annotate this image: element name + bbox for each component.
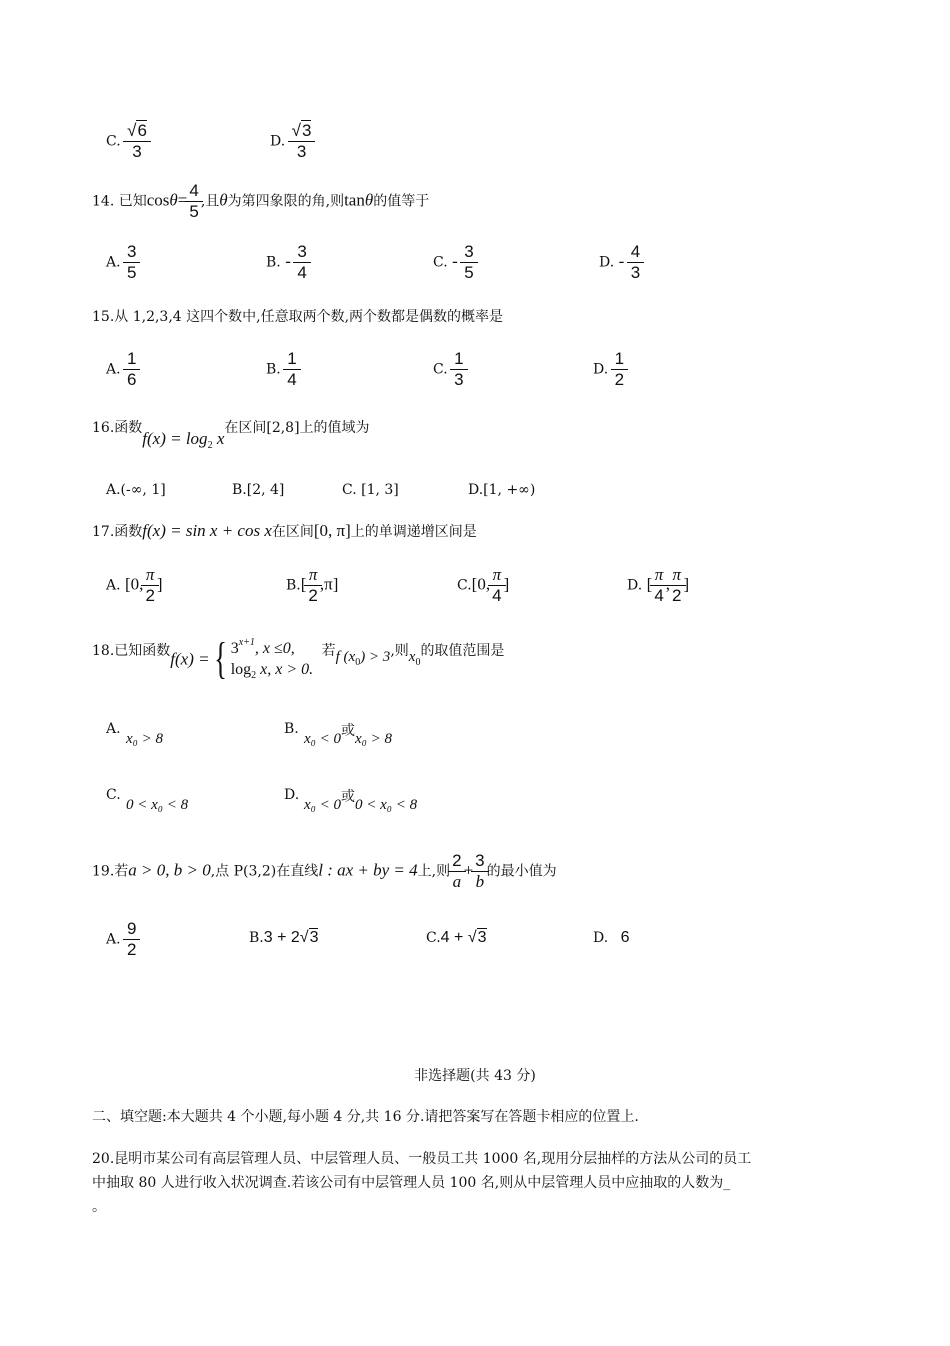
q14-option-b: B. - $\frac{3}{4}$: [266, 243, 309, 282]
q15-option-d: D. $\frac{1}{2}$: [593, 350, 626, 389]
q16-option-a: A.(-∞, 1]: [106, 482, 166, 498]
q14-option-d: D. - $\frac{4}{3}$: [599, 243, 642, 282]
q18-option-c-expr: 0 < x₀ < 8: [126, 797, 189, 813]
q16-option-c: C. [1, 3]: [342, 482, 399, 498]
q17-option-a: A. [0, $\frac{\pi}{2}$ ]: [106, 565, 163, 605]
q14-option-c: C. - $\frac{3}{5}$: [433, 243, 476, 282]
q17-formula: f(x) = sin x + cos x: [142, 521, 272, 540]
q14-option-a: A. $\frac{3}{5}$: [106, 243, 138, 282]
q15-option-b: B. $\frac{1}{4}$: [266, 350, 299, 389]
part2-instruction: 二、填空题:本大题共 4 个小题,每小题 4 分,共 16 分.请把答案写在答题卡相应的位置上.: [92, 1109, 639, 1125]
section-title: 非选择题(共 43 分): [414, 1068, 536, 1084]
question-19: 19.若a > 0, b > 0,点 P(3,2)在直线l : ax + by = 4上,则 $\frac{2}{a}$ + $\frac{3}{b}$ 的最小值为: [92, 851, 557, 891]
q18-option-d-expr: x₀ < 0或0 < x₀ < 8: [304, 789, 418, 813]
q17-option-d: D. [ $\frac{\pi}{4}$ , $\frac{\pi}{2}$ ]: [627, 565, 690, 605]
question-14: 14. 已知cosθ= $\frac{4}{5}$ ,且θ为第四象限的角,则tanθ的值等于: [92, 181, 430, 221]
question-18: 18.已知函数f(x) ={ $3^{x+1}$, x ≤0, $\log_2 x$, x > 0. 若f $(x_0) > 3$,则$x_0$的取值范围是: [92, 633, 505, 683]
q13-option-c-fraction: $\frac{√6}{3}$: [125, 122, 149, 161]
q19-option-b: B.3 + 2√3: [249, 929, 319, 946]
q13-option-d-fraction: $\frac{√3}{3}$: [290, 122, 314, 161]
q18-option-b-expr: x₀ < 0或x₀ > 8: [304, 723, 392, 747]
q19-option-d: D. 6: [593, 929, 630, 946]
q13-option-d: D. $\frac{√3}{3}$: [270, 122, 313, 161]
q13-option-c: C. $\frac{√6}{3}$: [106, 122, 149, 161]
q18-option-c-label: C.: [106, 787, 121, 803]
q19-option-a: A. $\frac{9}{2}$: [106, 920, 138, 959]
q18-option-a-expr: x₀ > 8: [126, 731, 163, 747]
q15-option-c: C. $\frac{1}{3}$: [433, 350, 466, 389]
piecewise-brace: {: [213, 633, 227, 683]
q18-option-d-label: D.: [284, 787, 300, 803]
q18-option-b-label: B.: [284, 721, 299, 737]
q14-fraction: $\frac{4}{5}$: [187, 182, 200, 221]
q16-option-d: D.[1, +∞): [468, 482, 536, 498]
question-20-line-3: 。: [92, 1199, 106, 1215]
question-17: 17.函数f(x) = sin x + cos x在区间[0, π]上的单调递增区间是: [92, 521, 477, 540]
q19-option-c: C.4 + √3: [426, 929, 487, 946]
question-20-line-1: 20.昆明市某公司有高层管理人员、中层管理人员、一般员工共 1000 名,现用分层抽样的方法从公司的员工: [92, 1151, 752, 1167]
q18-option-a-label: A.: [106, 721, 121, 737]
q16-option-b: B.[2, 4]: [232, 482, 285, 498]
question-16: 16.函数$f(x) = \log_2 x$在区间[2,8]上的值域为: [92, 420, 370, 451]
q17-option-c: C.[0, $\frac{\pi}{4}$ ]: [457, 565, 510, 605]
question-15: 15.从 1,2,3,4 这四个数中,任意取两个数,两个数都是偶数的概率是: [92, 309, 504, 325]
piecewise-cases: $3^{x+1}$, x ≤0, $\log_2 x$, x > 0.: [230, 637, 314, 681]
q17-option-b: B.[ $\frac{\pi}{2}$ ,π]: [286, 565, 339, 605]
question-20-line-2: 中抽取 80 人进行收入状况调查.若该公司有中层管理人员 100 名,则从中层管理人员中应抽取的人数为_: [92, 1175, 731, 1191]
q16-formula: $f(x) = \log_2 x$: [142, 429, 225, 451]
q15-option-a: A. $\frac{1}{6}$: [106, 350, 138, 389]
